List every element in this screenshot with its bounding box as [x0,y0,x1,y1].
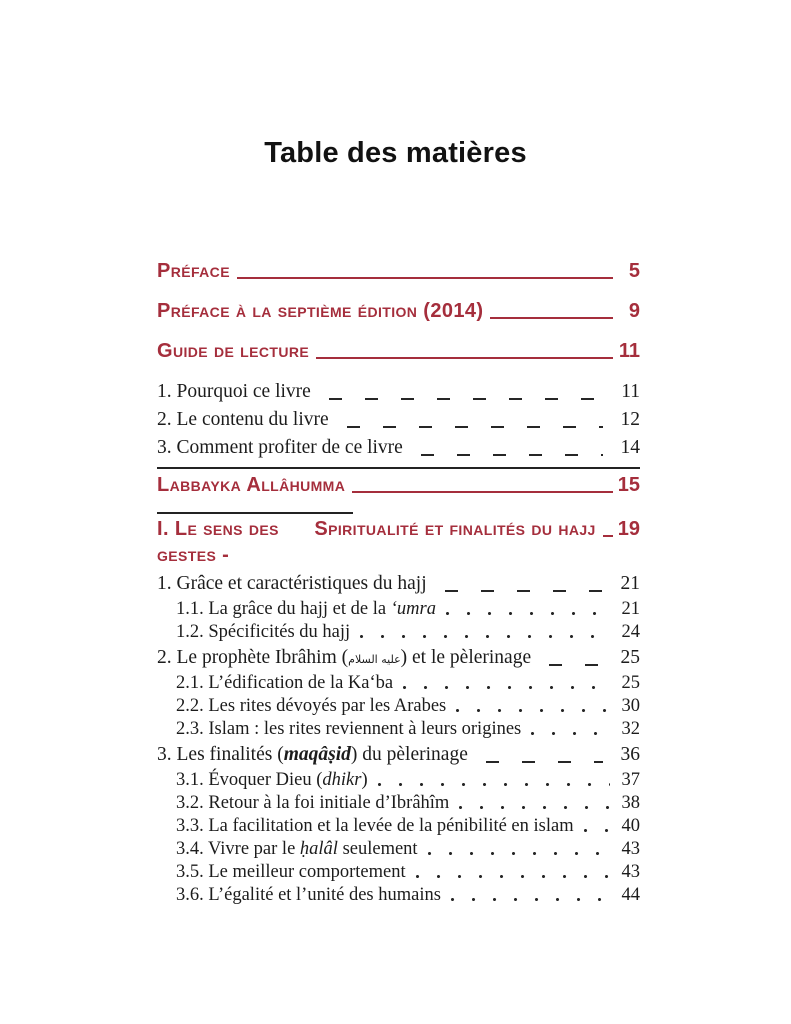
page-number: 44 [621,885,640,905]
page-number: 21 [620,573,640,594]
page-number: 32 [621,719,640,739]
line-leader [603,535,613,537]
text-segment: 3.4. Vivre par le [176,839,300,859]
line-leader [237,277,613,279]
toc-section-heading [157,516,640,568]
toc-section-heading [157,258,640,284]
page-number: 9 [628,300,640,322]
toc-subitem [157,621,640,644]
dash-leader [421,454,603,457]
dot-leader [584,829,610,832]
dash-leader [549,664,603,667]
toc-section-heading [157,298,640,324]
page-number: 38 [621,793,640,813]
page-number: 40 [621,816,640,836]
entry-title: Labbayka Allâhumma [157,474,346,496]
toc-item [157,378,640,406]
toc-subitem [157,838,640,861]
page-number: 15 [617,474,640,496]
text-segment: 1.2. Spécificités du hajj [176,622,351,642]
entry-title [176,861,406,884]
toc-subitem [157,598,640,621]
entry-title [176,815,574,838]
dot-leader [459,806,610,809]
entry-title [157,378,311,406]
toc-subitem [157,769,640,792]
text-segment: 2.1. L’édification de la Ka‘ba [176,673,394,693]
text-segment: 1. Pourquoi ce livre [157,381,311,402]
dot-leader [446,612,610,615]
heading-line-2-row [314,516,640,542]
dash-leader [347,426,603,429]
page-number: 30 [621,696,640,716]
toc-section-heading [157,338,640,364]
toc-subitem [157,695,640,718]
toc-subitem [157,792,640,815]
page-number: 37 [621,770,640,790]
entry-title [176,718,521,741]
toc-section-heading [157,472,640,498]
page-number: 43 [621,862,640,882]
text-segment: 2.2. Les rites dévoyés par les Arabes [176,696,447,716]
dash-leader [486,761,603,764]
page-number: 25 [621,673,640,693]
entry-title [176,672,393,695]
text-segment: maqâṣid [283,744,351,765]
dot-leader [360,635,610,638]
text-segment: ḥalâl [299,839,338,859]
arabic-eulogy: عليه السلام [348,653,401,666]
entry-title [176,621,350,644]
entry-title [176,769,368,792]
dot-leader [451,898,610,901]
text-segment: dhikr [322,770,362,790]
table-of-contents [157,258,640,907]
page-number: 24 [621,622,640,642]
text-segment: 2. Le contenu du livre [157,409,329,430]
text-segment: 2.3. Islam : les rites reviennent à leurs origines [176,719,522,739]
toc-subitem [157,672,640,695]
line-leader [352,491,612,493]
entry-title [157,741,468,769]
heading-line-2: Spiritualité et finalités du hajj [314,518,596,540]
text-segment: 3. Comment profiter de ce livre [157,437,403,458]
page-number: 21 [621,599,640,619]
text-segment: ) [361,770,368,790]
dot-leader [428,852,610,855]
text-segment: 1.1. La grâce du hajj et de la [176,599,391,619]
page-number: 14 [620,437,640,458]
dot-leader [456,709,610,712]
toc-item [157,406,640,434]
toc-item [157,434,640,462]
page-number: 12 [620,409,640,430]
text-segment: ) du pèlerinage [350,744,468,765]
dot-leader [416,875,610,878]
page-number: 11 [621,381,640,402]
text-segment: 2. Le prophète Ibrâhim ( [157,647,349,668]
section-divider [157,512,353,514]
entry-title [157,434,403,462]
text-segment: 3.6. L’égalité et l’unité des humains [176,885,441,905]
heading-line-1: I. Le sens des gestes - [157,518,279,566]
dot-leader [378,783,610,786]
page-number: 43 [621,839,640,859]
toc-subitem [157,815,640,838]
text-segment: 1. Grâce et caractéristiques du hajj [157,573,427,594]
toc-subitem [157,884,640,907]
toc-subitem [157,718,640,741]
entry-title [176,838,418,861]
page-number: 5 [628,260,640,282]
entry-title [157,406,329,434]
text-segment: 3.5. Le meilleur comportement [176,862,406,882]
text-segment: seulement [337,839,418,859]
page-number: 19 [617,518,640,540]
toc-item [157,570,640,598]
dash-leader [445,590,603,593]
toc-item [157,741,640,769]
entry-title [176,695,446,718]
entry-title [176,792,449,815]
dash-leader [329,398,603,401]
text-segment: 3.3. La facilitation et la levée de la pénibilité en islam [176,816,574,836]
page-title: Table des matières [264,137,527,169]
entry-title: Guide de lecture [157,340,310,362]
text-segment: 3.1. Évoquer Dieu ( [176,770,323,790]
text-segment: 3. Les finalités ( [157,744,284,765]
dot-leader [531,732,610,735]
toc-item [157,644,640,672]
line-leader [490,317,613,319]
toc-subitem [157,861,640,884]
text-segment: ) et le pèlerinage [400,647,532,668]
text-segment: ‘umra [390,599,436,619]
dot-leader [403,686,610,689]
page-number: 11 [618,340,640,362]
section-divider [157,467,640,469]
entry-title [176,598,436,621]
text-segment: 3.2. Retour à la foi initiale d’Ibrâhîm [176,793,450,813]
entry-title [157,644,531,672]
entry-title: Préface à la septième édition (2014) [157,300,484,322]
entry-title [176,884,441,907]
entry-title: Préface [157,260,230,282]
page-number: 36 [620,744,640,765]
line-leader [316,357,613,359]
entry-title [157,570,427,598]
page-number: 25 [620,647,640,668]
